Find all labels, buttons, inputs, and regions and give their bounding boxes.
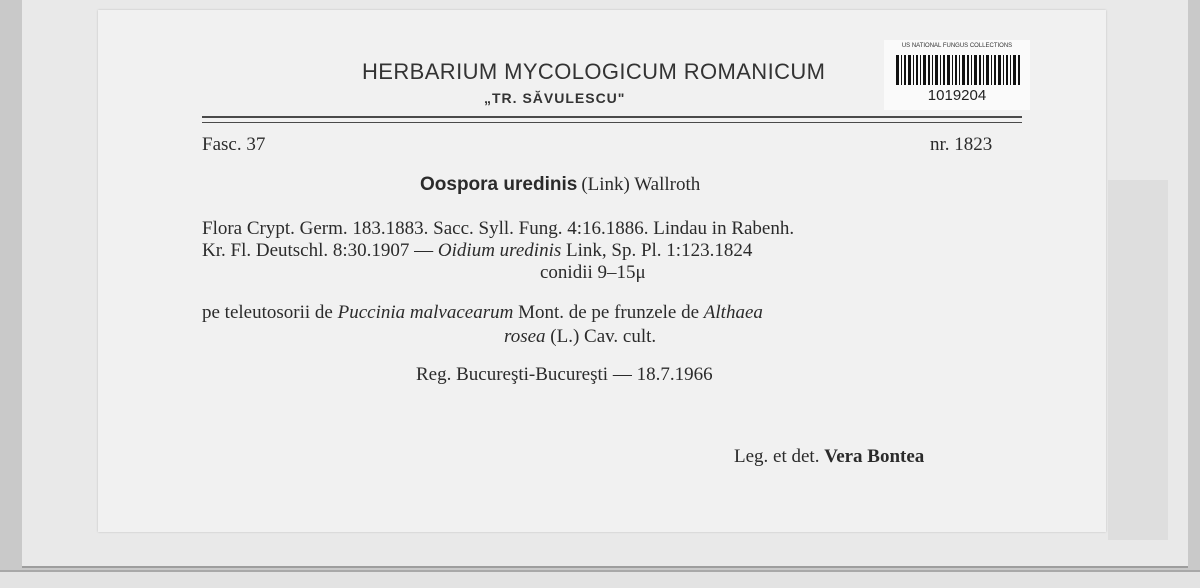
host-fungus: Puccinia malvacearum [337, 302, 514, 323]
fascicle-number: Fasc. 37 [202, 134, 266, 155]
host-line-1 [202, 302, 763, 324]
barcode-collection: US NATIONAL FUNGUS COLLECTIONS [901, 43, 1013, 49]
host-line-2 [504, 326, 656, 348]
taxon-authority: (Link) Wallroth [581, 174, 701, 195]
host-plant-species: rosea [504, 326, 546, 347]
citation-line-1: Flora Crypt. Germ. 183.1883. Sacc. Syll. Fung. 4:16.1886. Lindau in Rabenh. [202, 218, 795, 239]
host-plant-genus: Althaea [703, 302, 763, 323]
collector-prefix: Leg. et det. [734, 446, 820, 467]
synonym-name: Oidium uredinis [437, 240, 562, 261]
institution-subtitle: „TR. SĂVULESCU" [484, 90, 626, 106]
header-rule-top [202, 116, 1022, 118]
host-post: (L.) Cav. cult. [550, 326, 657, 347]
institution-name: HERBARIUM MYCOLOGICUM ROMANICUM [362, 59, 826, 84]
citation-line-2-pre: Kr. Fl. Deutschl. 8:30.1907 — [202, 240, 434, 261]
header-rule-bottom [202, 122, 1022, 123]
specimen-number: nr. 1823 [930, 134, 993, 155]
conidia-size: conidii 9–15μ [540, 262, 646, 283]
taxon-heading [420, 174, 700, 196]
barcode-number: 1019204 [927, 87, 987, 104]
barcode-icon [896, 55, 1020, 85]
host-mid: Mont. de pe frunzele de [518, 302, 700, 323]
collector-name: Vera Bontea [824, 446, 925, 467]
locality-date: Reg. Bucureşti-Bucureşti — 18.7.1966 [416, 364, 713, 385]
envelope-bottom-strip [0, 570, 1200, 588]
collector-line [734, 446, 924, 468]
herbarium-label [98, 10, 1106, 532]
envelope-fold [1108, 180, 1168, 540]
host-pre: pe teleutosorii de [202, 302, 333, 323]
barcode-label [884, 40, 1030, 110]
taxon-name: Oospora uredinis [420, 174, 578, 195]
citation-line-2-post: Link, Sp. Pl. 1:123.1824 [566, 240, 753, 261]
citation-line-2 [202, 240, 752, 262]
